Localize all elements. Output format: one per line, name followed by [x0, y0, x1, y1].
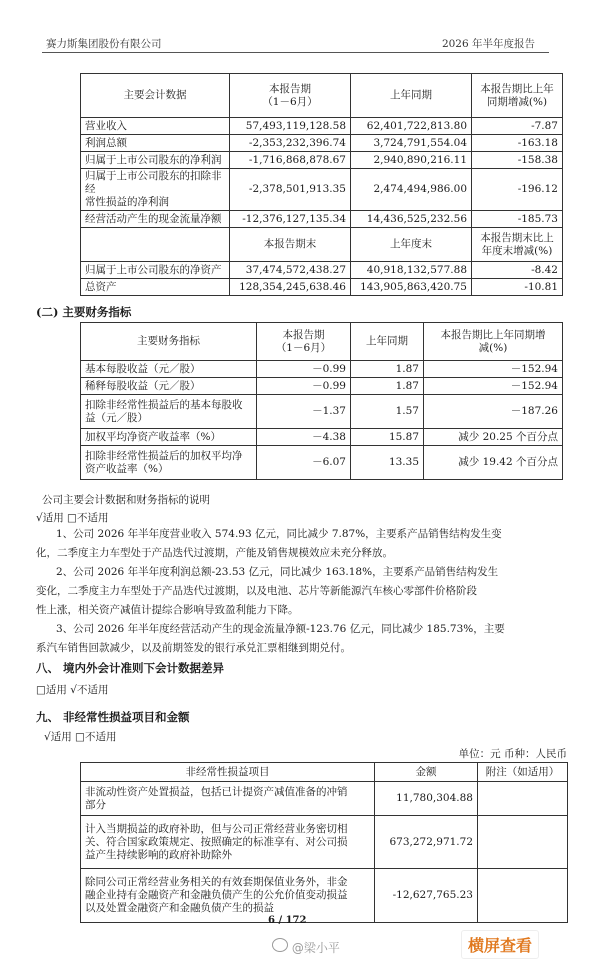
table-header-row-cell: 金额	[375, 763, 478, 782]
explain-paragraphs	[36, 525, 566, 658]
table-row-cell: 13.35	[351, 446, 424, 480]
table-row-cell: 128,354,245,638.46	[230, 279, 351, 296]
table-row	[81, 446, 563, 480]
table-row	[81, 152, 563, 169]
weibo-eye-icon	[272, 938, 288, 952]
table-row-cell: 利润总额	[81, 135, 230, 152]
table-row-cell: 15.87	[351, 429, 424, 446]
table-row-cell: 1.57	[351, 395, 424, 429]
table-row	[81, 118, 563, 135]
report-title: 2026 年半年度报告	[441, 38, 535, 50]
table-header-row-cell: 非经常性损益项目	[81, 763, 375, 782]
explain-p2-line1: 2、公司 2026 年半年度利润总额-23.53 亿元，同比减少 163.18%，主要系产品销售结构发生	[56, 566, 499, 578]
table-row-cell: 归属于上市公司股东的扣除非经 常性损益的净利润	[81, 169, 230, 211]
table-row	[81, 869, 568, 923]
table-row-cell: 2,940,890,216.11	[351, 152, 472, 169]
table-row-cell: 基本每股收益（元／股）	[81, 361, 257, 378]
watermark-handle-text: @梁小平	[291, 941, 340, 955]
table-row	[81, 262, 563, 279]
table-header-row	[81, 74, 563, 118]
table-row-cell: -7.87	[472, 118, 563, 135]
table-header-row-cell: 上年同期	[351, 74, 472, 118]
company-name: 赛力斯集团股份有限公司	[46, 38, 162, 50]
explain-p3-line1: 3、公司 2026 年半年度经营活动产生的现金流量净额-123.76 亿元，同比减少 185.73%，主要	[56, 623, 505, 635]
explain-p2-line2: 变化，二季度主力车型处于产品迭代过渡期，以及电池、芯片等新能源汽车核心零部件价格阶段	[36, 585, 477, 597]
table-row-cell: 扣除非经常性损益后的基本每股收 益（元／股）	[81, 395, 257, 429]
table-header-row	[81, 323, 563, 361]
header-divider	[42, 52, 549, 53]
table-row-cell: -1,716,868,878.67	[230, 152, 351, 169]
table-row-cell: 除同公司正常经营业务相关的有效套期保值业务外，非金 融企业持有金融资产和金融负债产生的公允价值变动损益 以及处置金融资产和金融负债产生的损益	[81, 869, 375, 923]
table-row	[81, 361, 563, 378]
explain-p2-line3: 性上涨，相关资产减值计提综合影响导致盈利能力下降。	[36, 604, 299, 616]
table-row-cell: -10.81	[472, 279, 563, 296]
table-header-row-cell: 主要财务指标	[81, 323, 257, 361]
table-header-row-cell: 本报告期末比上 年度末增减(%)	[472, 228, 563, 262]
landscape-view-button[interactable]: 横屏查看	[461, 930, 539, 959]
table-header-row-cell: 本报告期 （1－6月）	[257, 323, 351, 361]
section-title-accounting-differences: 八、 境内外会计准则下会计数据差异	[36, 661, 225, 675]
table-row-cell: -12,376,127,135.34	[230, 211, 351, 228]
unit-currency: 单位：元 币种：人民币	[458, 748, 567, 760]
table-row-cell: 计入当期损益的政府补助，但与公司正常经营业务密切相 关、符合国家政策规定、按照确定的标准享有、对公司损 益产生持续影响的政府补助除外	[81, 816, 375, 869]
table-header-row-cell: 上年同期	[351, 323, 424, 361]
table-row-cell: －1.37	[257, 395, 351, 429]
table-row-cell: -8.42	[472, 262, 563, 279]
table-row-cell: 143,905,863,420.75	[351, 279, 472, 296]
table-row-cell: 减少 20.25 个百分点	[424, 429, 563, 446]
table-row-cell: 加权平均净资产收益率（%）	[81, 429, 257, 446]
table-row-cell: -2,378,501,913.35	[230, 169, 351, 211]
table-row-cell: -12,627,765.23	[375, 869, 478, 923]
table-header-row-cell: 附注（如适用）	[478, 763, 568, 782]
table-row-cell: －0.99	[257, 361, 351, 378]
table-row-cell: －187.26	[424, 395, 563, 429]
table-header-row	[81, 228, 563, 262]
table-row-cell: 1.87	[351, 378, 424, 395]
table-row-cell: －0.99	[257, 378, 351, 395]
table-row	[81, 782, 568, 816]
page-number: 6 / 172	[268, 915, 307, 926]
section-title-non-recurring: 九、 非经常性损益项目和金额	[36, 710, 190, 724]
table-row-cell: 14,436,525,232.56	[351, 211, 472, 228]
explain-p1-line1: 1、公司 2026 年半年度营业收入 574.93 亿元，同比减少 7.87%，主要系产品销售结构发生变	[56, 528, 502, 540]
table-row	[81, 816, 568, 869]
financial-indicators-table	[80, 322, 563, 480]
table-header-row	[81, 763, 568, 782]
table-header-row-cell	[81, 228, 230, 262]
explain-title: 公司主要会计数据和财务指标的说明	[42, 494, 210, 506]
table-row-cell: 3,724,791,554.04	[351, 135, 472, 152]
section9-applicability: √适用 □不适用	[44, 731, 117, 743]
table-header-row-cell: 主要会计数据	[81, 74, 230, 118]
explain-p3-line2: 系汽车销售回款减少，以及前期签发的银行承兑汇票相继到期兑付。	[36, 642, 351, 654]
table-row-cell: 2,474,494,986.00	[351, 169, 472, 211]
section8-applicability: □适用 √不适用	[36, 684, 109, 696]
explain-applicability: √适用 □不适用	[36, 512, 109, 524]
table-row-cell	[478, 782, 568, 816]
table-row-cell: 归属于上市公司股东的净资产	[81, 262, 230, 279]
table-header-row-cell: 上年度末	[351, 228, 472, 262]
table-row-cell: -185.73	[472, 211, 563, 228]
table-row-cell: 减少 19.42 个百分点	[424, 446, 563, 480]
table-row-cell: -158.38	[472, 152, 563, 169]
table-row-cell: －6.07	[257, 446, 351, 480]
key-accounting-data-table	[80, 73, 563, 296]
table-row-cell: 经营活动产生的现金流量净额	[81, 211, 230, 228]
table-row-cell: －4.38	[257, 429, 351, 446]
table-row-cell: 1.87	[351, 361, 424, 378]
table-row-cell: 总资产	[81, 279, 230, 296]
table-row-cell: 非流动性资产处置损益，包括已计提资产减值准备的冲销 部分	[81, 782, 375, 816]
table-row-cell: -2,353,232,396.74	[230, 135, 351, 152]
non-recurring-items-table	[80, 762, 568, 923]
explain-p1-line2: 化，二季度主力车型处于产品迭代过渡期，产能及销售规模效应未充分释放。	[36, 547, 393, 559]
table-row-cell: -196.12	[472, 169, 563, 211]
table-row-cell: 40,918,132,577.88	[351, 262, 472, 279]
table-header-row-cell: 本报告期比上年同期增 减(%)	[424, 323, 563, 361]
table-row-cell: 673,272,971.72	[375, 816, 478, 869]
table-row-cell: 37,474,572,438.27	[230, 262, 351, 279]
table-row-cell: -163.18	[472, 135, 563, 152]
table-row	[81, 211, 563, 228]
table-row-cell: －152.94	[424, 378, 563, 395]
table-header-row-cell: 本报告期末	[230, 228, 351, 262]
table-row-cell	[478, 816, 568, 869]
table-row-cell: 营业收入	[81, 118, 230, 135]
table-row-cell	[478, 869, 568, 923]
table-row-cell: 扣除非经常性损益后的加权平均净 资产收益率（%）	[81, 446, 257, 480]
table-row	[81, 378, 563, 395]
table-row	[81, 429, 563, 446]
table-row	[81, 395, 563, 429]
table-header-row-cell: 本报告期 （1－6月）	[230, 74, 351, 118]
table-row	[81, 135, 563, 152]
table-row	[81, 169, 563, 211]
table-row-cell: 归属于上市公司股东的净利润	[81, 152, 230, 169]
table-row-cell: －152.94	[424, 361, 563, 378]
watermark-handle	[272, 938, 340, 956]
table-row-cell: 62,401,722,813.80	[351, 118, 472, 135]
table-row-cell: 稀释每股收益（元／股）	[81, 378, 257, 395]
table-row	[81, 279, 563, 296]
table-row-cell: 57,493,119,128.58	[230, 118, 351, 135]
table-row-cell: 11,780,304.88	[375, 782, 478, 816]
section-title-financial-indicators: (二) 主要财务指标	[36, 305, 132, 319]
table-header-row-cell: 本报告期比上年 同期增减(%)	[472, 74, 563, 118]
